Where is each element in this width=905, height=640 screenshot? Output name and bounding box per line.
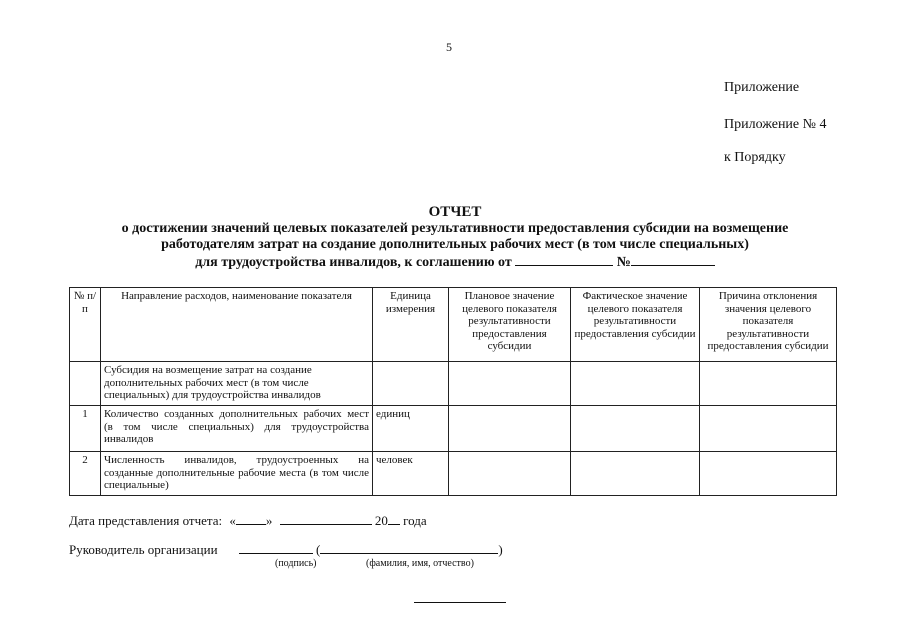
row-plan-cell[interactable]: [449, 406, 571, 452]
column-header-plan: Плановое значение целевого показателя результативности предоставления субсидии: [449, 288, 571, 362]
report-subtitle-line-2: работодателям затрат на создание дополнительных рабочих мест (в том числе специальных): [161, 237, 749, 252]
head-label: Руководитель организации: [69, 542, 218, 557]
signature-field[interactable]: [239, 541, 313, 554]
report-table: [69, 287, 837, 496]
agreement-label: для трудоустройства инвалидов, к соглашению от: [195, 255, 512, 270]
row-fact-cell[interactable]: [571, 452, 700, 496]
quote-open: «: [229, 513, 236, 528]
column-header-fact: Фактическое значение целевого показателя результативности предоставления субсидии: [571, 288, 700, 362]
paren-open: (: [316, 542, 321, 557]
row-plan-cell[interactable]: [449, 452, 571, 496]
row-name-cell: Численность инвалидов, трудоустроенных на созданные дополнительные рабочие места (в том числе специальные): [101, 452, 373, 496]
full-name-field[interactable]: [320, 541, 498, 554]
report-title-block: [60, 204, 850, 271]
column-header-reason: Причина отклонения значения целевого показателя результативности предоставления субсидии: [700, 288, 837, 362]
page-number: 5: [446, 40, 452, 54]
table-row: [70, 406, 837, 452]
row-unit-cell[interactable]: [373, 362, 449, 406]
row-fact-cell[interactable]: [571, 362, 700, 406]
year-prefix: 20: [374, 513, 388, 528]
report-date-line: [69, 512, 427, 529]
report-date-label: Дата представления отчета:: [69, 513, 223, 528]
table-header-row: [70, 288, 837, 362]
row-reason-cell[interactable]: [700, 452, 837, 496]
row-number-cell: 1: [70, 406, 101, 452]
bottom-divider: [414, 602, 506, 603]
agreement-date-field[interactable]: [515, 253, 613, 266]
row-number-cell: 2: [70, 452, 101, 496]
report-title: ОТЧЕТ: [428, 204, 482, 220]
appendix-reference: к Порядку: [724, 150, 786, 165]
year-suffix: года: [403, 513, 427, 528]
appendix-number: Приложение № 4: [724, 117, 827, 132]
table-row: [70, 362, 837, 406]
appendix-label: Приложение: [724, 80, 800, 95]
quote-close: »: [265, 513, 273, 528]
paren-close: ): [498, 542, 503, 557]
row-name-cell: Субсидия на возмещение затрат на создание дополнительных рабочих мест (в том числе специальных) для трудоустройства инвалидов: [101, 362, 373, 406]
number-sign: №: [616, 255, 631, 270]
column-header-name: Направление расходов, наименование показателя: [101, 288, 373, 362]
column-header-number: № п/п: [70, 288, 101, 362]
row-fact-cell[interactable]: [571, 406, 700, 452]
report-month-field[interactable]: [280, 512, 372, 525]
agreement-number-field[interactable]: [631, 253, 715, 266]
report-day-field[interactable]: [236, 512, 266, 525]
row-number-cell: [70, 362, 101, 406]
head-signature-line: [69, 541, 503, 558]
table-row: [70, 452, 837, 496]
report-subtitle-line-3: [60, 253, 850, 271]
row-reason-cell[interactable]: [700, 362, 837, 406]
signature-caption: (подпись): [275, 558, 317, 569]
row-name-cell: Количество созданных дополнительных рабочих мест (в том числе специальных) для трудоустройства инвалидов: [101, 406, 373, 452]
row-reason-cell[interactable]: [700, 406, 837, 452]
report-subtitle-line-1: о достижении значений целевых показателей результативности предоставления субсидии на возмещение: [121, 221, 789, 236]
report-year-field[interactable]: [388, 512, 400, 525]
full-name-caption: (фамилия, имя, отчество): [366, 558, 474, 569]
column-header-unit: Единица измерения: [373, 288, 449, 362]
row-plan-cell[interactable]: [449, 362, 571, 406]
row-unit-cell: единиц: [373, 406, 449, 452]
row-unit-cell: человек: [373, 452, 449, 496]
